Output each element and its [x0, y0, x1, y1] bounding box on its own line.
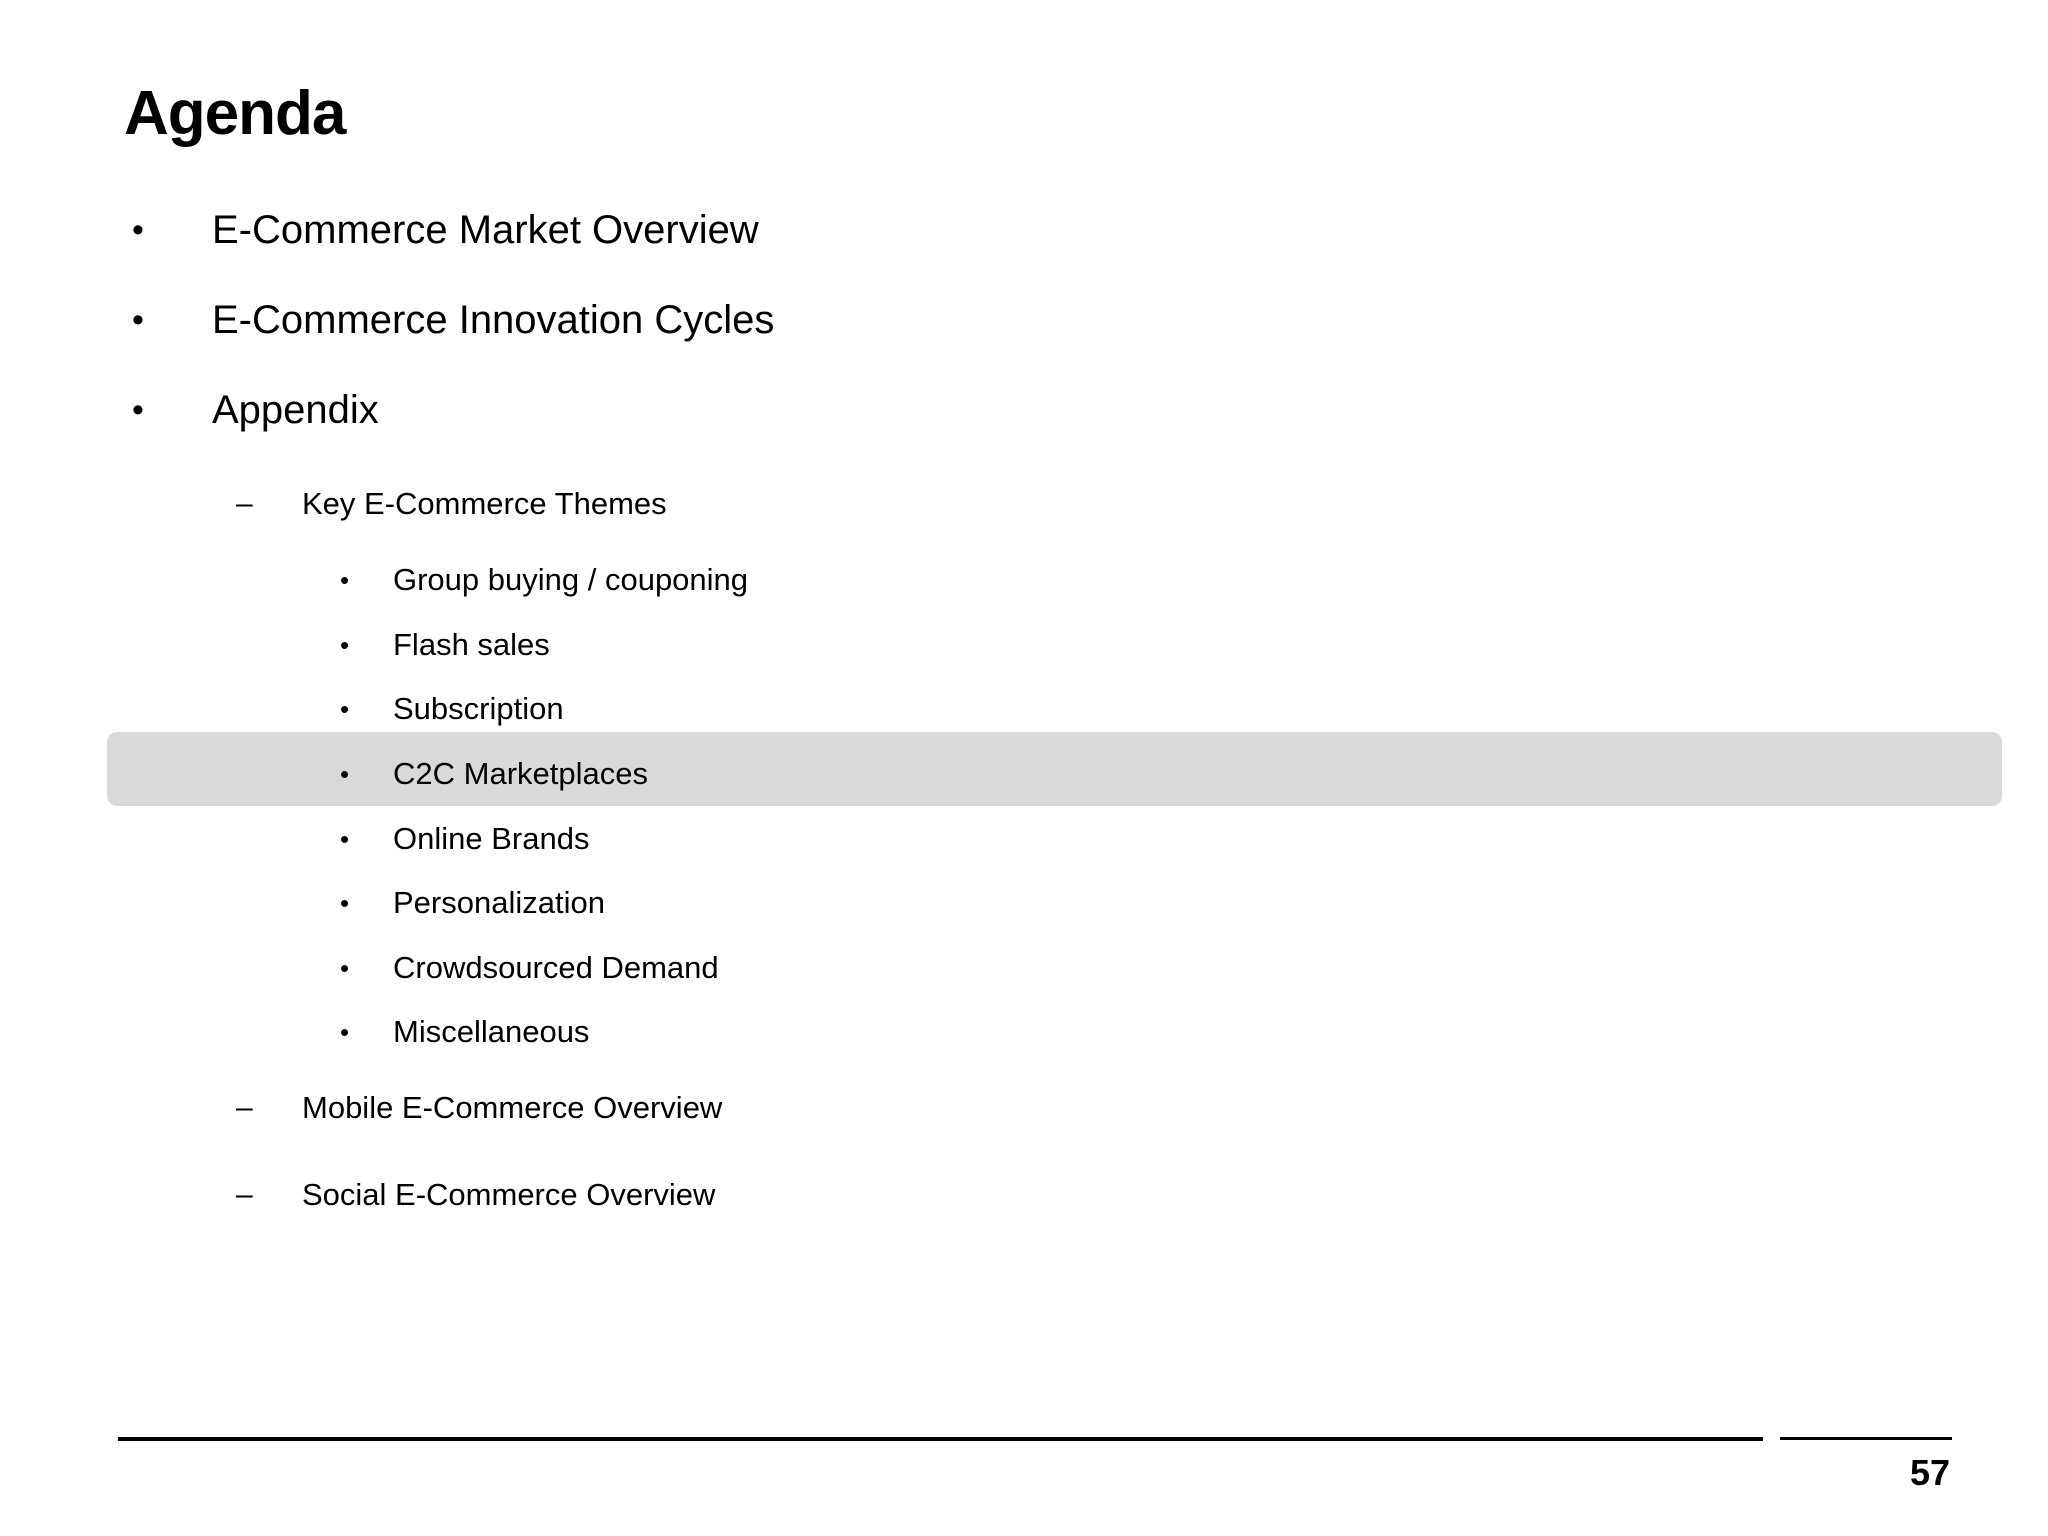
theme-label: Subscription	[393, 691, 564, 726]
bullet-marker: •	[340, 888, 350, 918]
appendix-section-label: Social E-Commerce Overview	[302, 1177, 716, 1212]
dash-marker: –	[236, 1091, 253, 1124]
agenda-item-label: Appendix	[212, 388, 379, 432]
agenda-item-label: E-Commerce Innovation Cycles	[212, 298, 775, 342]
current-topic-highlight	[107, 732, 2002, 806]
dash-marker: –	[236, 487, 253, 520]
page-number: 57	[1909, 1452, 1950, 1493]
page-number-divider	[1780, 1437, 1952, 1440]
agenda-item-label: E-Commerce Market Overview	[212, 208, 759, 252]
bullet-marker: •	[132, 211, 144, 249]
bullet-marker: •	[340, 824, 350, 854]
bullet-marker: •	[340, 565, 350, 595]
dash-marker: –	[236, 1178, 253, 1211]
bullet-marker: •	[340, 630, 350, 660]
bullet-marker: •	[340, 759, 350, 789]
bullet-marker: •	[340, 1017, 350, 1047]
theme-label: Group buying / couponing	[393, 562, 749, 597]
bullet-marker: •	[132, 391, 144, 429]
theme-label: Miscellaneous	[393, 1014, 590, 1049]
bullet-marker: •	[340, 694, 350, 724]
appendix-section-label: Key E-Commerce Themes	[302, 486, 667, 521]
appendix-section-label: Mobile E-Commerce Overview	[302, 1090, 723, 1125]
theme-label: Flash sales	[393, 627, 550, 662]
slide-title: Agenda	[124, 79, 346, 148]
theme-label: Crowdsourced Demand	[393, 950, 719, 985]
bullet-marker: •	[340, 953, 350, 983]
theme-label: Online Brands	[393, 821, 590, 856]
theme-label: C2C Marketplaces	[393, 756, 648, 791]
theme-label: Personalization	[393, 885, 605, 920]
footer-divider	[118, 1437, 1763, 1441]
bullet-marker: •	[132, 301, 144, 339]
